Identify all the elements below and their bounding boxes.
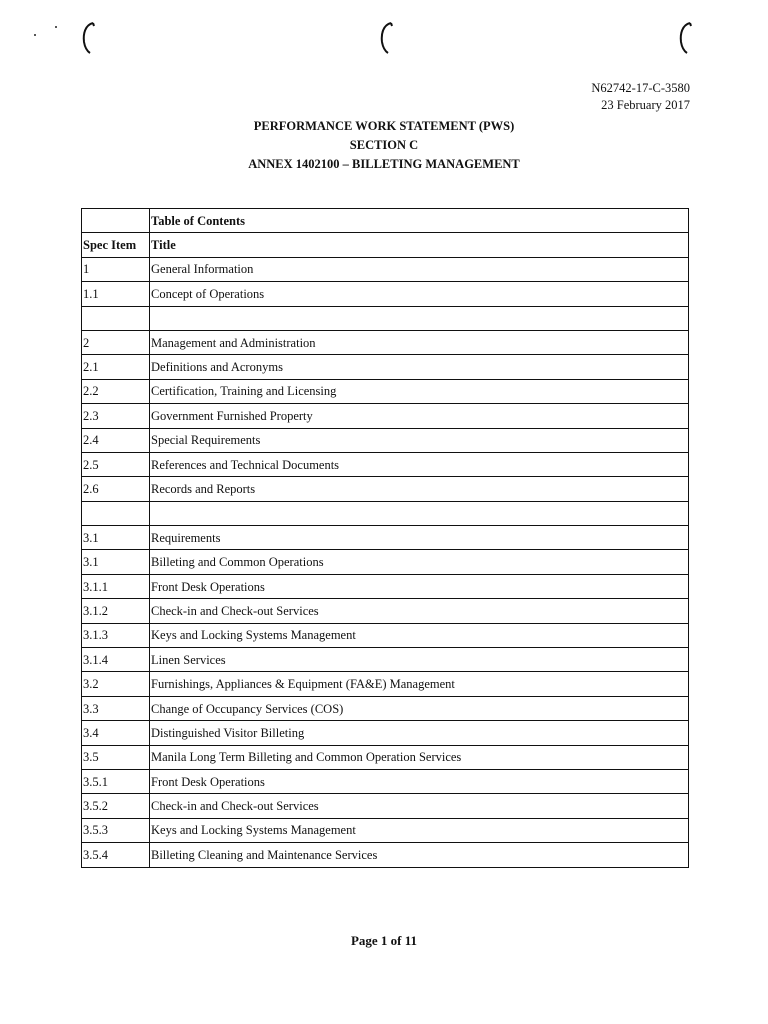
table-row [82,330,689,354]
table-row [82,282,689,306]
spec-item-cell: 3.1.3 [82,623,150,647]
table-row [82,550,689,574]
table-row [82,648,689,672]
table-row [82,794,689,818]
title-line-1: PERFORMANCE WORK STATEMENT (PWS) [253,119,515,133]
spec-item-cell: 3.1.1 [82,574,150,598]
table-of-contents [81,208,689,868]
spec-item-cell: 3.1.2 [82,599,150,623]
title-cell: Management and Administration [150,330,689,354]
table-row [82,745,689,769]
spec-item-header: Spec Item [82,233,150,257]
spec-item-cell: 3.1 [82,526,150,550]
table-row [82,818,689,842]
table-row [82,355,689,379]
table-row [82,721,689,745]
title-cell: Furnishings, Appliances & Equipment (FA&E) Management [150,672,689,696]
title-cell: Keys and Locking Systems Management [150,623,689,647]
title-cell: Definitions and Acronyms [150,355,689,379]
table-row [82,843,689,867]
spec-item-cell: 2.3 [82,404,150,428]
title-cell: Records and Reports [150,477,689,501]
title-cell [150,501,689,525]
spec-item-cell: 2 [82,330,150,354]
spec-item-cell [82,306,150,330]
spec-item-cell: 3.5.1 [82,769,150,793]
document-date: 23 February 2017 [601,98,690,112]
table-row [82,379,689,403]
spec-item-cell: 3.2 [82,672,150,696]
spec-item-cell: 2.1 [82,355,150,379]
table-row [82,526,689,550]
title-cell: Keys and Locking Systems Management [150,818,689,842]
title-cell: Check-in and Check-out Services [150,794,689,818]
title-cell: Billeting and Common Operations [150,550,689,574]
title-cell: Certification, Training and Licensing [150,379,689,403]
spec-item-cell: 3.3 [82,696,150,720]
document-reference [591,80,690,114]
scan-speck [34,34,36,36]
table-row [82,599,689,623]
page-number: Page 1 of 11 [350,933,418,948]
table-row [82,672,689,696]
contract-number: N62742-17-C-3580 [591,81,690,95]
spec-item-cell: 3.4 [82,721,150,745]
spec-item-cell: 3.1 [82,550,150,574]
spec-item-cell: 2.5 [82,452,150,476]
document-heading [0,117,768,174]
spec-item-cell: 1.1 [82,282,150,306]
spec-item-cell: 2.2 [82,379,150,403]
title-cell: Concept of Operations [150,282,689,306]
title-line-3: ANNEX 1402100 – BILLETING MANAGEMENT [248,157,520,171]
spec-item-cell: 1 [82,257,150,281]
punch-hole-mark [678,20,692,54]
spec-item-cell: 2.4 [82,428,150,452]
table-row [82,404,689,428]
table-row [82,623,689,647]
table-row [82,257,689,281]
toc-caption: Table of Contents [150,209,689,233]
spec-item-cell: 3.5 [82,745,150,769]
toc-header-row [82,233,689,257]
title-line-2: SECTION C [349,138,419,152]
title-cell: References and Technical Documents [150,452,689,476]
table-row [82,428,689,452]
table-row [82,696,689,720]
table-row [82,501,689,525]
title-cell: Linen Services [150,648,689,672]
title-cell: Manila Long Term Billeting and Common Operation Services [150,745,689,769]
spec-item-cell: 2.6 [82,477,150,501]
table-row [82,769,689,793]
title-cell: Check-in and Check-out Services [150,599,689,623]
spec-item-cell [82,501,150,525]
spec-item-cell: 3.5.4 [82,843,150,867]
title-cell: Requirements [150,526,689,550]
title-cell: Government Furnished Property [150,404,689,428]
spec-item-cell: 3.1.4 [82,648,150,672]
title-cell: Distinguished Visitor Billeting [150,721,689,745]
title-cell: Change of Occupancy Services (COS) [150,696,689,720]
title-cell: General Information [150,257,689,281]
title-header: Title [150,233,689,257]
title-cell: Front Desk Operations [150,574,689,598]
title-cell: Billeting Cleaning and Maintenance Services [150,843,689,867]
title-cell: Front Desk Operations [150,769,689,793]
table-row [82,452,689,476]
punch-hole-mark [379,20,393,54]
spec-item-cell: 3.5.3 [82,818,150,842]
scan-speck [55,26,57,28]
spec-item-cell: 3.5.2 [82,794,150,818]
table-row [82,306,689,330]
title-cell: Special Requirements [150,428,689,452]
table-row [82,477,689,501]
title-cell [150,306,689,330]
table-row [82,574,689,598]
toc-caption-row [82,209,689,233]
punch-hole-mark [81,20,95,54]
